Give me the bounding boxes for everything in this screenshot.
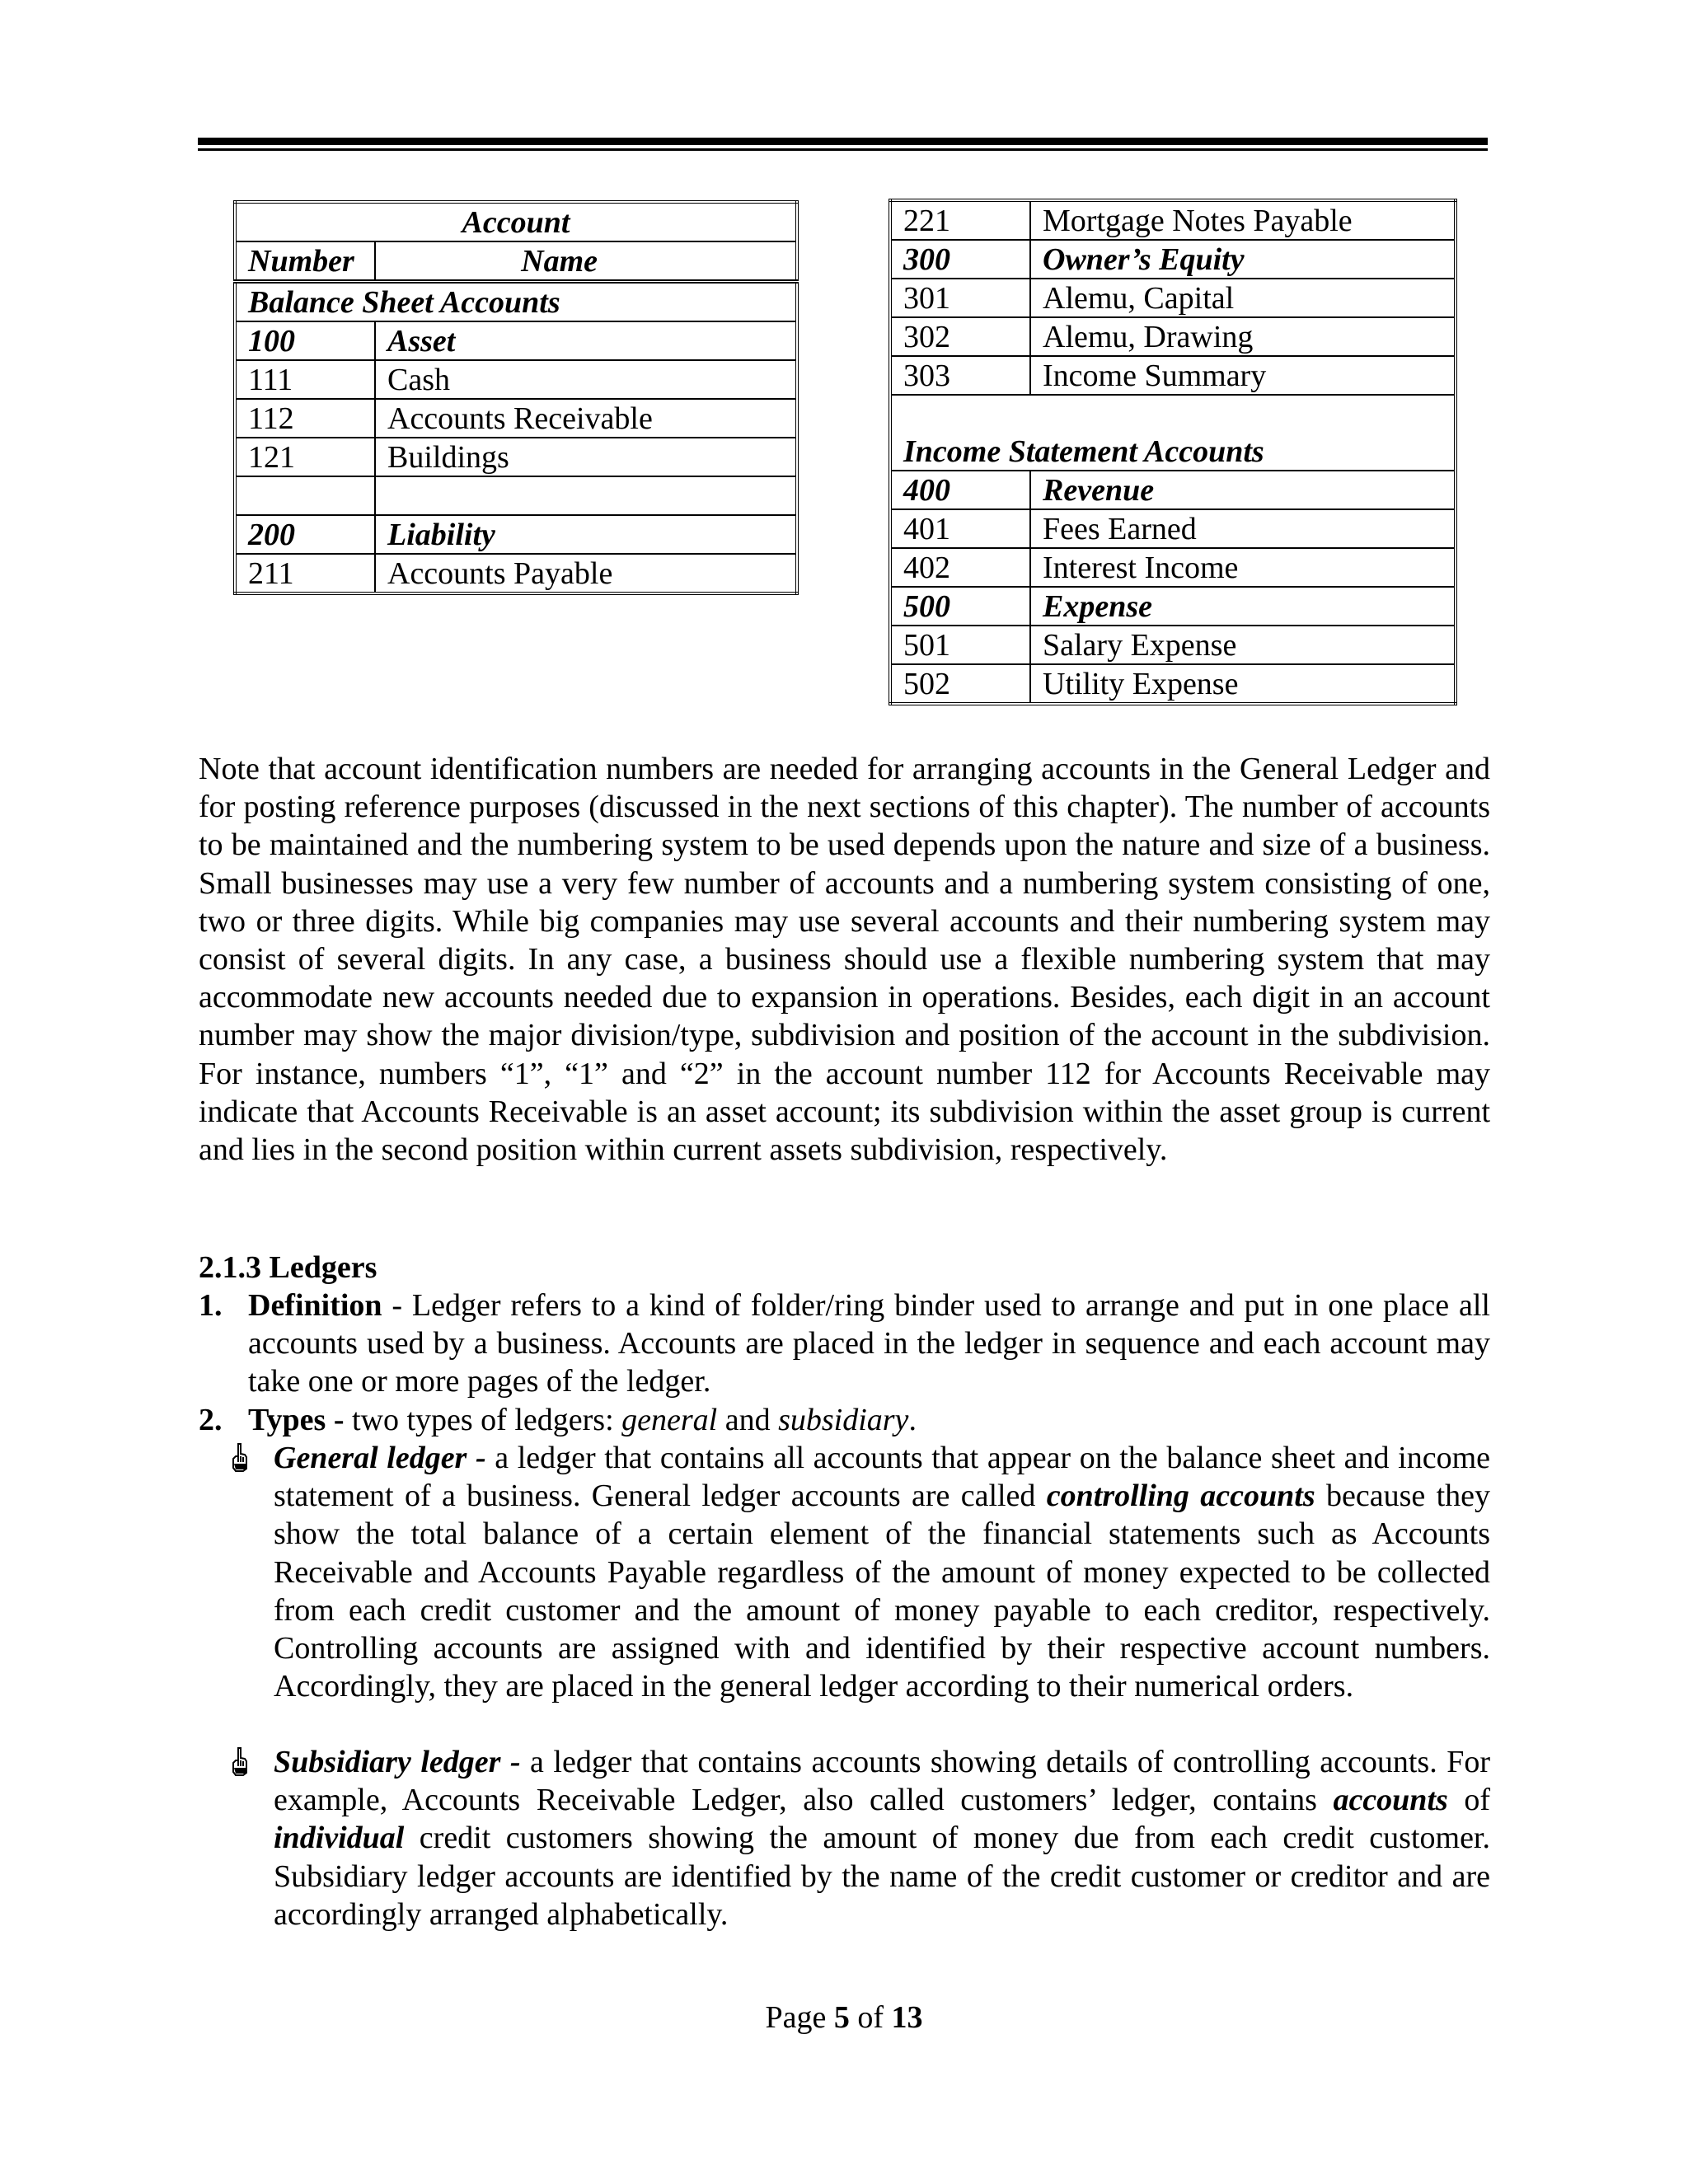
account-name [375, 476, 797, 515]
table-row-empty [235, 476, 797, 515]
bullet-general-ledger [231, 1439, 1490, 1705]
table-row [890, 548, 1456, 587]
account-number: 303 [890, 356, 1030, 395]
account-name: Expense [1030, 587, 1456, 626]
table-row [890, 356, 1456, 395]
table-row [890, 317, 1456, 356]
account-name: Alemu, Capital [1030, 279, 1456, 317]
account-name: Fees Earned [1030, 509, 1456, 548]
account-number: 300 [890, 240, 1030, 279]
account-number: 200 [235, 515, 375, 554]
bullet-subsidiary-ledger [231, 1743, 1490, 1933]
header-rule-thin [198, 148, 1488, 151]
section-title: Balance Sheet Accounts [235, 282, 797, 322]
item-text: Types - two types of ledgers: general and subsidiary. [248, 1403, 917, 1437]
table-row [890, 279, 1456, 317]
current-page: 5 [833, 2000, 850, 2035]
account-number: 111 [235, 360, 375, 399]
pointing-hand-icon [231, 1442, 249, 1472]
account-name: Owner’s Equity [1030, 240, 1456, 279]
table-row [890, 240, 1456, 279]
account-name: Cash [375, 360, 797, 399]
item-term: Types - [248, 1403, 345, 1437]
item-body: - Ledger refers to a kind of folder/ring binder used to arrange and put in one place all accounts used by a business. Accounts are placed in the ledger in sequence and each account may take one or more pages of the ledger. [248, 1288, 1490, 1399]
account-number: 221 [890, 200, 1030, 240]
account-name: Mortgage Notes Payable [1030, 200, 1456, 240]
account-number: 112 [235, 399, 375, 438]
table-row [890, 664, 1456, 704]
header-rule-thick [198, 138, 1488, 145]
item-number: 1. [199, 1288, 223, 1323]
table-row [235, 321, 797, 360]
chart-of-accounts-table-right [889, 199, 1457, 705]
account-name: Utility Expense [1030, 664, 1456, 704]
table-row [235, 438, 797, 476]
account-number: 402 [890, 548, 1030, 587]
table-row [890, 626, 1456, 664]
account-number [235, 476, 375, 515]
section-title: Income Statement Accounts [890, 395, 1456, 471]
account-name: Liability [375, 515, 797, 554]
bullet-term: Subsidiary ledger - [274, 1745, 521, 1779]
table-row [235, 360, 797, 399]
account-number: 401 [890, 509, 1030, 548]
account-name: Buildings [375, 438, 797, 476]
account-name: Asset [375, 321, 797, 360]
account-number: 100 [235, 321, 375, 360]
pointing-hand-icon [231, 1746, 249, 1776]
list-item-definition [199, 1286, 1490, 1401]
bullet-term: General ledger - [274, 1441, 486, 1475]
account-number: 502 [890, 664, 1030, 704]
table-row [890, 471, 1456, 509]
account-name: Revenue [1030, 471, 1456, 509]
table-row [235, 554, 797, 593]
account-name: Alemu, Drawing [1030, 317, 1456, 356]
note-paragraph: Note that account identification numbers are needed for arranging accounts in the General Ledger and for posting reference purposes (discussed in the next sections of this chapter). The number of accounts to be maintained and the numbering system to be used depends upon the nature and size of a business. Small businesses may use a very few number of accounts and a numbering system consisting of one, two or three digits. While big companies may use several accounts and their numbering system may consist of several digits. In any case, a business should use a flexible numbering system that may accommodate new accounts needed due to expansion in operations. Besides, each digit in an account number may show the major division/type, subdivision and position of the account in the subdivision. For instance, numbers “1”, “1” and “2” in the account number 112 for Accounts Receivable may indicate that Accounts Receivable is an asset account; its subdivision within the asset group is current and lies in the second position within current assets subdivision, respectively. [199, 752, 1490, 1168]
account-number: 301 [890, 279, 1030, 317]
account-number: 400 [890, 471, 1030, 509]
account-name: Salary Expense [1030, 626, 1456, 664]
table-row [235, 515, 797, 554]
header-number: Number [235, 241, 375, 282]
item-text [248, 1286, 1490, 1401]
account-number: 211 [235, 554, 375, 593]
account-name: Accounts Payable [375, 554, 797, 593]
page-footer: Page 5 of 13 [765, 2000, 923, 2035]
item-term: Definition [248, 1288, 382, 1323]
account-name: Interest Income [1030, 548, 1456, 587]
account-name: Income Summary [1030, 356, 1456, 395]
bullet-text: Subsidiary ledger - a ledger that contains accounts showing details of controlling accounts. For example, Accounts Receivable Ledger, also called customers’ ledger, contains accounts of individual credit customers showing the amount of money due from each credit customer. Subsidiary ledger accounts are identified by the name of the credit customer or creditor and are accordingly arranged alphabetically. [274, 1745, 1491, 1932]
account-number: 501 [890, 626, 1030, 664]
section-heading: 2.1.3 Ledgers [199, 1250, 377, 1285]
header-account: Account [235, 202, 797, 241]
account-name: Accounts Receivable [375, 399, 797, 438]
list-item-types [199, 1401, 1490, 1439]
header-name: Name [375, 241, 797, 282]
table-row [890, 509, 1456, 548]
table-row [890, 200, 1456, 240]
chart-of-accounts-table-left [233, 200, 799, 595]
account-number: 500 [890, 587, 1030, 626]
total-pages: 13 [891, 2000, 923, 2035]
account-number: 302 [890, 317, 1030, 356]
table-row [890, 587, 1456, 626]
account-number: 121 [235, 438, 375, 476]
table-row [235, 399, 797, 438]
item-number: 2. [199, 1403, 223, 1437]
bullet-text: General ledger - a ledger that contains all accounts that appear on the balance sheet and income statement of a business. General ledger accounts are called controlling accounts because they show the total balance of a certain element of the financial statements such as Accounts Receivable and Accounts Payable regardless of the amount of money expected to be collected from each credit customer and the amount of money payable to each creditor, respectively. Controlling accounts are assigned with and identified by their respective account numbers. Accordingly, they are placed in the general ledger according to their numerical orders. [274, 1441, 1490, 1704]
